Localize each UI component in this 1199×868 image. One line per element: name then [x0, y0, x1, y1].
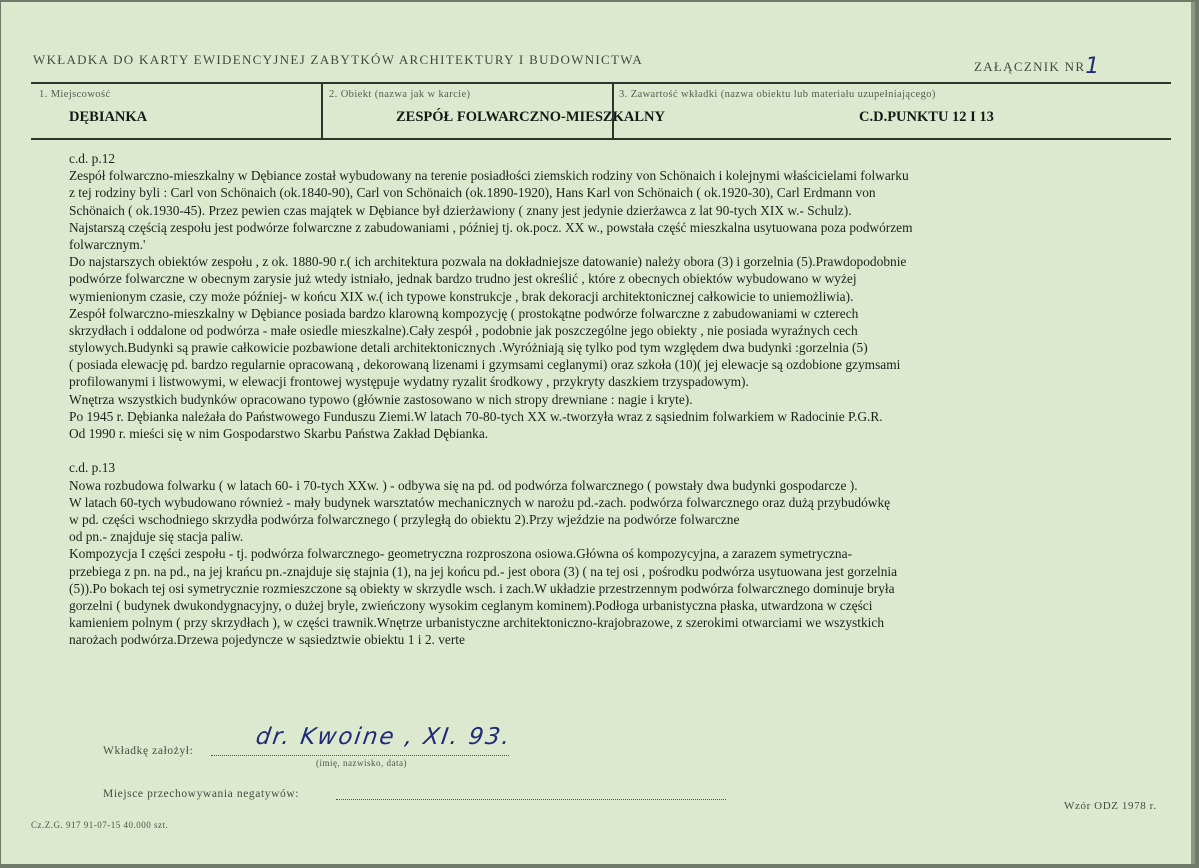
- text-line: W latach 60-tych wybudowano również - mały budynek warsztatów mechanicznych w narożu pd.-zach. podwórza folwarcznego oraz dużą przybudówkę: [69, 494, 891, 510]
- locality-label: 1. Miejscowość: [39, 89, 111, 100]
- text-line: Po 1945 r. Dębianka należała do Państwowego Funduszu Ziemi.W latach 70-80-tych XX w.-tworzyła wraz z sąsiednim folwarkiem w Radocinie P.G.R.: [69, 408, 883, 424]
- object-value: ZESPÓŁ FOLWARCZNO-MIESZKALNY: [396, 109, 665, 125]
- text-line: folwarcznym.': [69, 236, 146, 252]
- text-line: (5)).Po bokach tej osi symetrycznie rozmieszczone są obiekty w skrzydle wsch. i zach.W układzie przestrzennym podwórza folwarcznego dominuje bryła: [69, 580, 895, 596]
- locality-value: DĘBIANKA: [69, 109, 148, 125]
- section-spacer: [69, 442, 1109, 459]
- text-line: Do najstarszych obiektów zespołu , z ok. 1880-90 r.( ich architektura pozwala na dokładniejsze datowanie) należy obora (3) i gorzelnia (5).Prawdopodobnie: [69, 254, 907, 270]
- text-line: Nowa rozbudowa folwarku ( w latach 60- i 70-tych XXw. ) - odbywa się na pd. od podwórza folwarcznego ( powstały dwa budynki gospodarcze ).: [69, 477, 858, 493]
- attachment-number-value: 1: [1085, 54, 1100, 79]
- text-line: skrzydłach i oddalone od podwórza - małe osiedle mieszkalne).Cały zespół , podobnie jak poszczególne jego obiekty , nie posiada wyraźnych cech: [69, 322, 858, 338]
- text-line: w pd. części wschodniego skrzydła podwórza folwarcznego ( przyległą do obiektu 2).Przy wjeździe na podwórze folwarczne: [69, 511, 740, 527]
- negatives-storage-label: Miejsce przechowywania negatywów:: [103, 788, 300, 800]
- header-bottom-rule: [31, 138, 1171, 140]
- text-line: Wnętrza wszystkich budynków opracowano typowo (głównie zastosowano w nich stropy drewniane : nagie i kryte).: [69, 391, 693, 407]
- print-info: Cz.Z.G. 917 91-07-15 40.000 szt.: [31, 820, 169, 830]
- text-line: Schönaich ( ok.1930-45). Przez pewien czas majątek w Dębiance był dzierżawiony ( znany jest jedynie dzierżawca z lat 90-tych XIX w.- Schulz).: [69, 202, 852, 218]
- section-heading-p12: c.d. p.12: [69, 151, 116, 166]
- section-p12-text: [69, 167, 1109, 442]
- text-line: podwórze folwarczne w obecnym zarysie już wtedy istniało, jednak bardzo trudno jest określić , które z obecnych obiektów wybudowano w wyżej: [69, 271, 857, 287]
- text-line: profilowanymi i listwowymi, w elewacji frontowej występuje wydatny ryzalit środkowy , przykryty daszkiem trzyspadowym).: [69, 374, 749, 390]
- contents-label: 3. Zawartość wkładki (nazwa obiektu lub materiału uzupełniającego): [619, 89, 936, 100]
- record-insert-sheet: [1, 2, 1195, 864]
- text-line: Zespół folwarczno-mieszkalny w Dębiance posiada bardzo klarowną kompozycję ( prostokątne podwórze folwarczne z zabudowaniami w czterech: [69, 305, 859, 321]
- form-code: Wzór ODZ 1978 r.: [1064, 800, 1157, 812]
- text-line: przebiega z pn. na pd., na jej krańcu pn.-znajduje się stajnia (1), na jej końcu pd.- jest obora (3) ( na tej osi , pośrodku podwórza usytuowana jest gorzelnia: [69, 563, 898, 579]
- text-line: Kompozycja I części zespołu - tj. podwórza folwarcznego- geometryczna rozproszona osiowa.Główna oś kompozycyjna, a zarazem symetryczna-: [69, 546, 853, 562]
- contents-value: C.D.PUNKTU 12 I 13: [859, 109, 994, 125]
- text-line: stylowych.Budynki są prawie całkowicie pozbawione detali architektonicznych .Wyróżniają się tylko pod tym względem dwa budynki :gorzelnia (5): [69, 340, 868, 356]
- text-line: narożach podwórza.Drzewa pojedyncze w sąsiedztwie obiektu 1 i 2. verte: [69, 632, 465, 648]
- negatives-storage-dotline: [336, 799, 726, 800]
- document-title: WKŁADKA DO KARTY EWIDENCYJNEJ ZABYTKÓW ARCHITEKTURY I BUDOWNICTWA: [33, 52, 644, 67]
- text-line: Od 1990 r. mieści się w nim Gospodarstwo Skarbu Państwa Zakład Dębianka.: [69, 426, 489, 441]
- attachment-number: [974, 52, 1099, 77]
- section-p13-text: [69, 477, 1109, 649]
- text-line: z tej rodziny byli : Carl von Schönaich (ok.1840-90), Carl von Schönaich (ok.1890-1920), Hans Karl von Schönaich ( ok.1920-30), Carl Erdmann von: [69, 185, 876, 201]
- text-line: Zespół folwarczno-mieszkalny w Dębiance został wybudowany na terenie posiadłości ziemskich rodziny von Schönaich i kolejnymi właścicielami folwarku: [69, 168, 909, 184]
- attachment-label: ZAŁĄCZNIK NR: [974, 59, 1086, 74]
- text-line: gorzelni ( budynek dwukondygnacyjny, o dużej bryle, zwieńczony wysokim ceglanym kominem).Podłoga urbanistyczna płaska, utwardzona w części: [69, 597, 873, 613]
- text-line: Najstarszą częścią zespołu jest podwórze folwarczne z zabudowaniami , później tj. ok.pocz. XX w., powstała część mieszkalna usytuowana poza podwórzem: [69, 219, 913, 235]
- header-top-rule: [31, 82, 1171, 84]
- name-date-note: (imię, nazwisko, data): [316, 758, 407, 768]
- right-edge-shadow: [1191, 2, 1195, 864]
- section-heading-p13: c.d. p.13: [69, 460, 116, 476]
- object-label: 2. Obiekt (nazwa jak w karcie): [329, 89, 471, 100]
- handwritten-signature: dr. Kwoine , XI. 93.: [254, 724, 514, 750]
- document-body: [69, 150, 1109, 648]
- text-line: wymienionym czasie, czy może później- w końcu XIX w.( ich typowe konstrukcje , brak dekoracji architektonicznej całkowicie to uniemożliwia).: [69, 288, 854, 304]
- text-line: kamieniem polnym ( przy skrzydłach ), w części trawnik.Wnętrze urbanistyczne architektoniczno-krajobrazowe, z szerokimi otwarciami we wszystkich: [69, 615, 885, 631]
- founded-by-dotline: [211, 755, 509, 756]
- field-divider-1: [321, 84, 323, 139]
- text-line: od pn.- znajduje się stacja paliw.: [69, 529, 244, 545]
- founded-by-label: Wkładkę założył:: [103, 745, 194, 757]
- text-line: ( posiada elewację pd. bardzo regularnie opracowaną , dekorowaną lizenami i gzymsami ceglanymi) oraz szkoła (10)( jej elewacje są ozdobione gzymsami: [69, 357, 901, 373]
